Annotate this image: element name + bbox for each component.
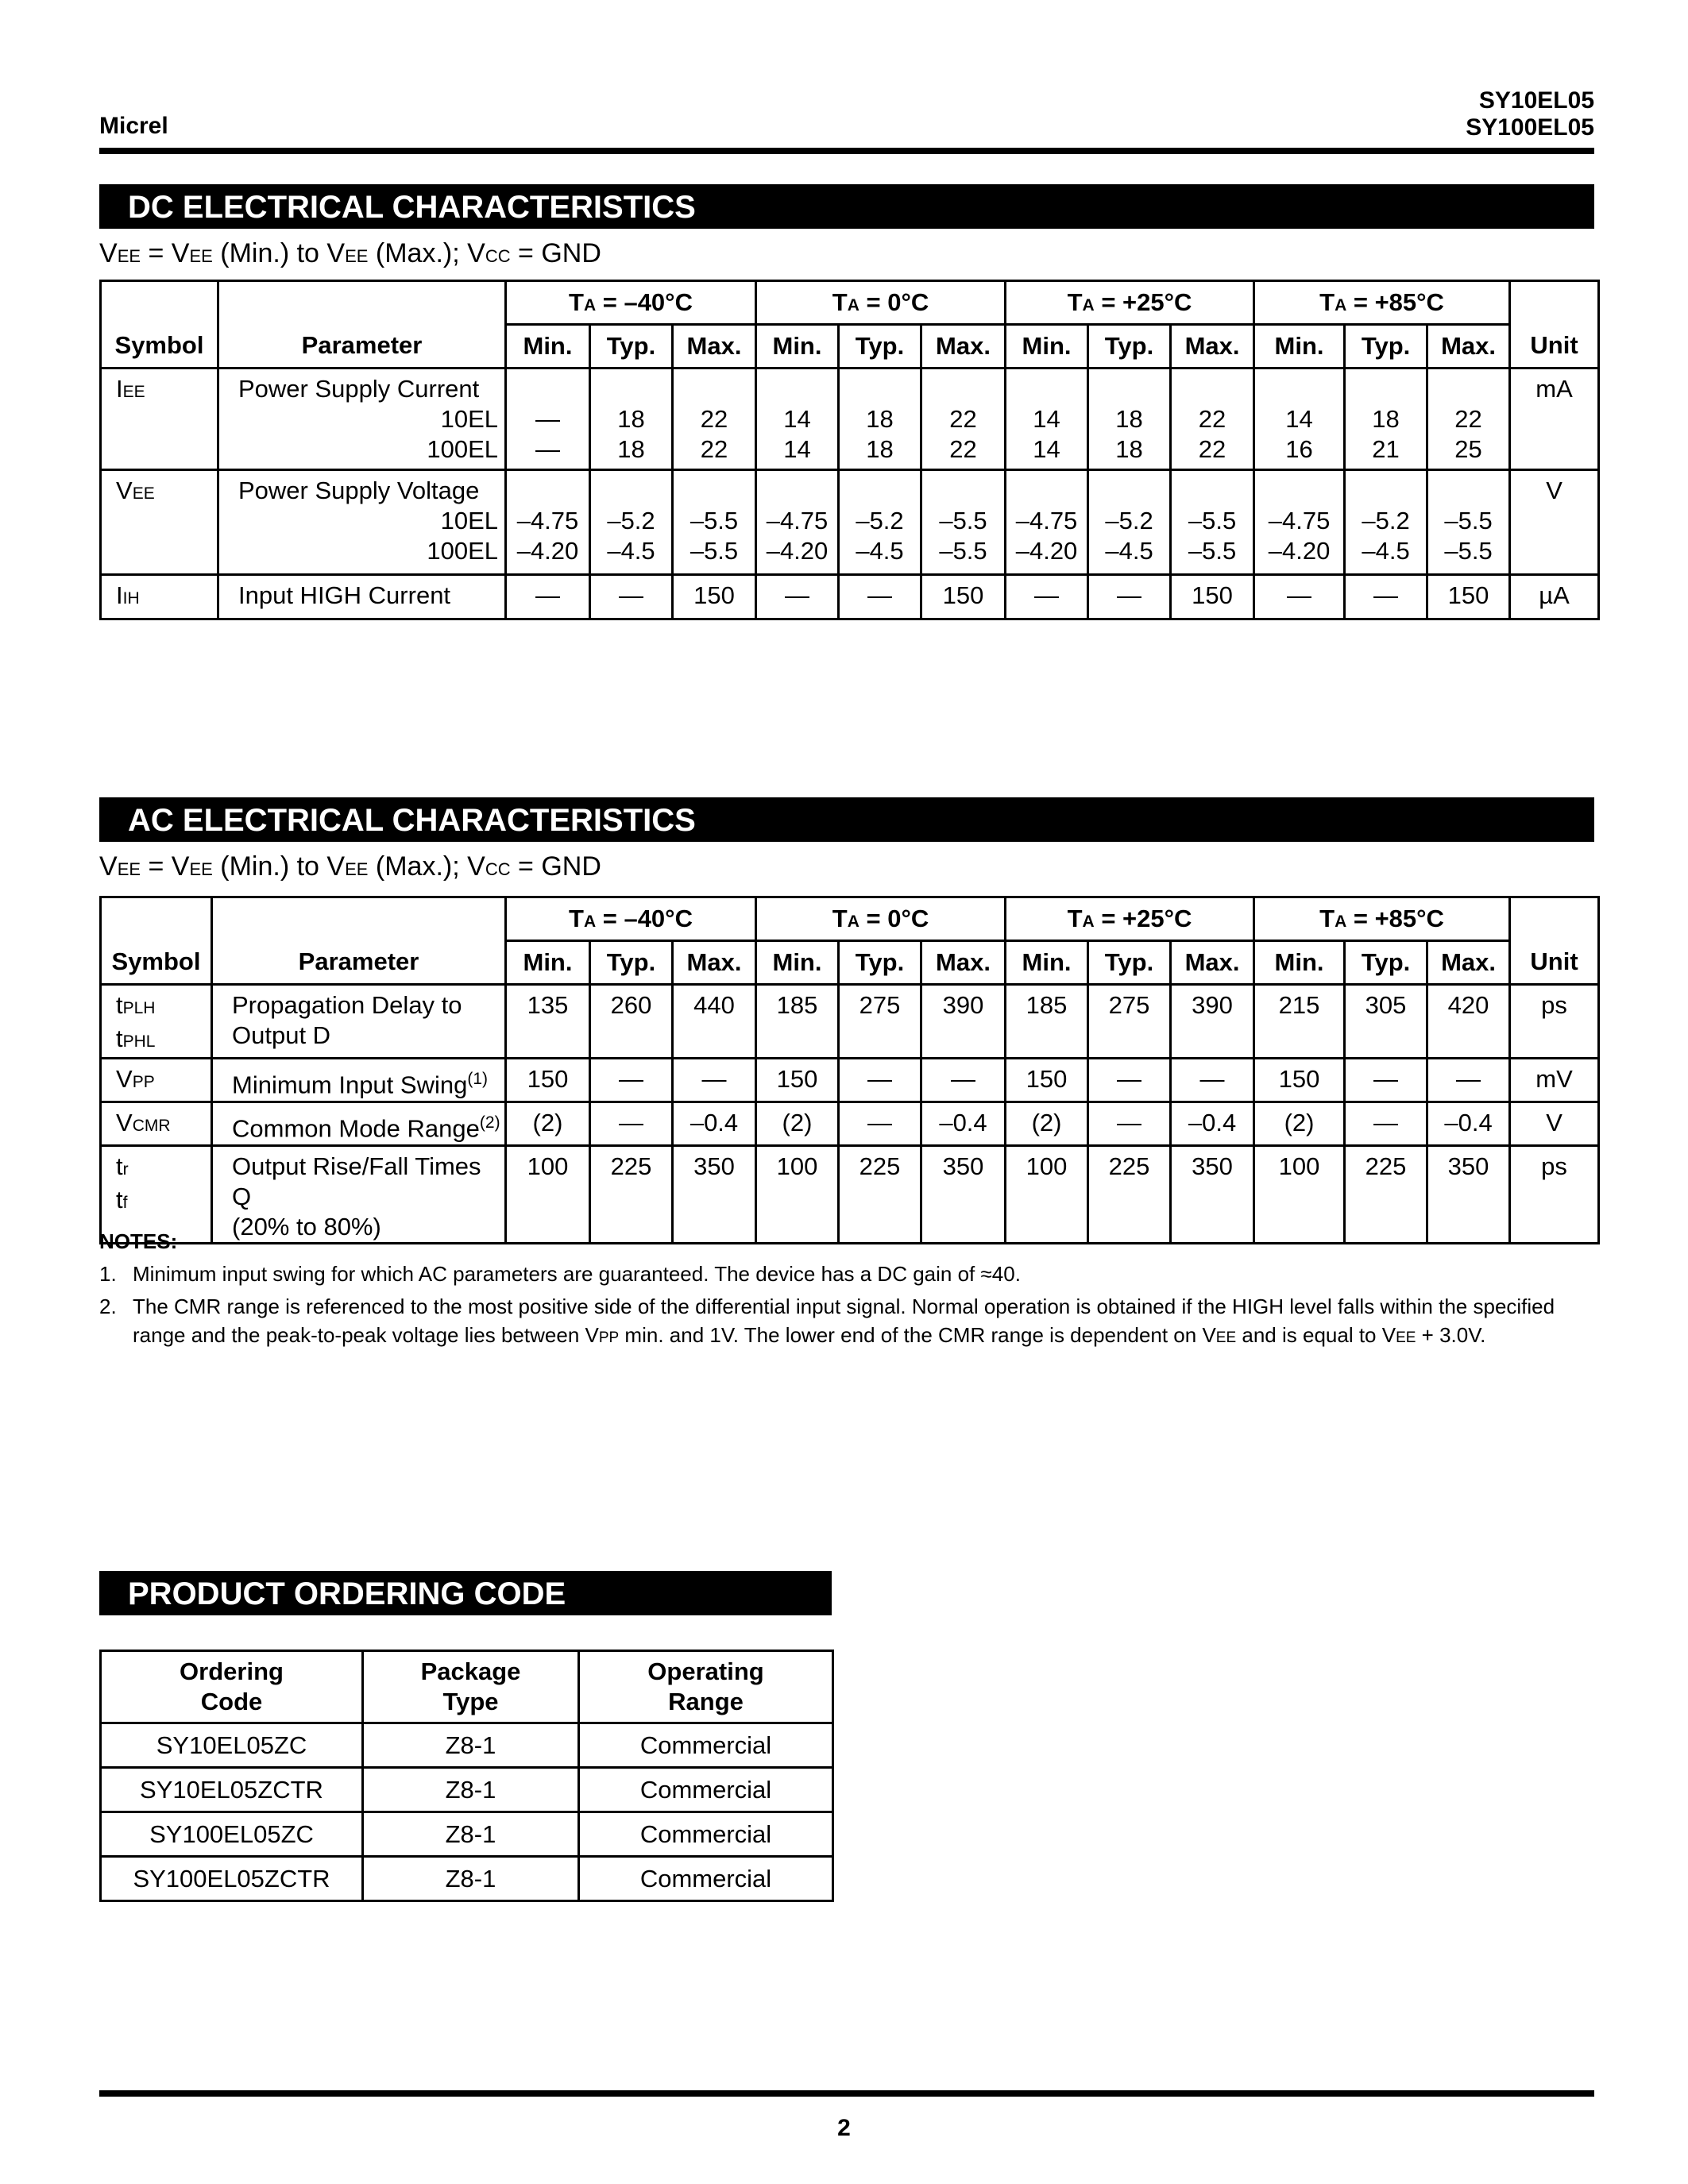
col-max: Max. bbox=[1171, 941, 1254, 985]
ordering-code: SY10EL05ZCTR bbox=[101, 1768, 363, 1812]
note-1: 1. Minimum input swing for which AC parameters are guaranteed. The device has a DC gain of ≈40. bbox=[99, 1262, 1021, 1286]
col-max: Max. bbox=[1171, 325, 1254, 369]
value-cell: — bbox=[506, 575, 590, 619]
part-numbers bbox=[1466, 87, 1594, 141]
package-type: Z8-1 bbox=[363, 1768, 579, 1812]
col-typ: Typ. bbox=[839, 941, 921, 985]
value-cell: 18 18 bbox=[590, 369, 673, 470]
value-cell: –4.75 –4.20 bbox=[1254, 470, 1345, 575]
value-cell: –4.75 –4.20 bbox=[756, 470, 839, 575]
col-max: Max. bbox=[1427, 325, 1510, 369]
col-max: Max. bbox=[1427, 941, 1510, 985]
col-max: Max. bbox=[673, 325, 756, 369]
col-ordering-code: Ordering Code bbox=[101, 1651, 363, 1723]
value-cell: — bbox=[839, 1102, 921, 1146]
value-cell: — bbox=[921, 1059, 1006, 1102]
operating-range: Commercial bbox=[579, 1768, 833, 1812]
value-cell: –5.2 –4.5 bbox=[1088, 470, 1171, 575]
value-cell: 150 bbox=[1171, 575, 1254, 619]
ac-characteristics-table bbox=[99, 896, 1600, 1244]
unit-cell: ps bbox=[1510, 1146, 1599, 1244]
value-cell: (2) bbox=[756, 1102, 839, 1146]
value-cell: 390 bbox=[921, 985, 1006, 1059]
table-row bbox=[101, 1723, 833, 1768]
symbol-cell: IIH bbox=[101, 575, 218, 619]
value-cell: 18 18 bbox=[839, 369, 921, 470]
col-min: Min. bbox=[506, 325, 590, 369]
col-package-type: Package Type bbox=[363, 1651, 579, 1723]
unit-cell: V bbox=[1510, 470, 1599, 575]
col-min: Min. bbox=[756, 941, 839, 985]
parameter-cell: Input HIGH Current bbox=[218, 575, 506, 619]
value-cell: — bbox=[1006, 575, 1088, 619]
col-typ: Typ. bbox=[1345, 941, 1427, 985]
value-cell: 350 bbox=[1427, 1146, 1510, 1244]
value-cell: –0.4 bbox=[673, 1102, 756, 1146]
symbol-cell: tr tf bbox=[101, 1146, 212, 1244]
value-cell: 440 bbox=[673, 985, 756, 1059]
company-name: Micrel bbox=[99, 113, 168, 139]
col-parameter: Parameter bbox=[218, 325, 506, 369]
unit-cell: mV bbox=[1510, 1059, 1599, 1102]
table-row bbox=[101, 470, 1599, 575]
footer-rule bbox=[99, 2090, 1594, 2097]
value-cell: — bbox=[839, 575, 921, 619]
value-cell: 14 14 bbox=[1006, 369, 1088, 470]
value-cell: 150 bbox=[1427, 575, 1510, 619]
package-type: Z8-1 bbox=[363, 1723, 579, 1768]
ordering-code: SY100EL05ZCTR bbox=[101, 1857, 363, 1901]
value-cell: 150 bbox=[1006, 1059, 1088, 1102]
value-cell: 225 bbox=[1088, 1146, 1171, 1244]
col-parameter: Parameter bbox=[212, 941, 506, 985]
value-cell: 22 25 bbox=[1427, 369, 1510, 470]
col-max: Max. bbox=[921, 325, 1006, 369]
unit-cell: µA bbox=[1510, 575, 1599, 619]
value-cell: — bbox=[1345, 575, 1427, 619]
package-type: Z8-1 bbox=[363, 1812, 579, 1857]
value-cell: — bbox=[1088, 575, 1171, 619]
col-symbol: Symbol bbox=[101, 325, 218, 369]
dc-conditions: VEE = VEE (Min.) to VEE (Max.); VCC = GND bbox=[99, 238, 601, 268]
parameter-cell: Propagation Delay to Output D bbox=[212, 985, 506, 1059]
value-cell: 14 16 bbox=[1254, 369, 1345, 470]
value-cell: 22 22 bbox=[921, 369, 1006, 470]
unit-cell: mA bbox=[1510, 369, 1599, 470]
temp-header-0: TA = 0°C bbox=[756, 281, 1006, 325]
table-row bbox=[101, 1059, 1599, 1102]
table-row bbox=[101, 1812, 833, 1857]
ordering-code: SY10EL05ZC bbox=[101, 1723, 363, 1768]
col-typ: Typ. bbox=[1345, 325, 1427, 369]
value-cell: 350 bbox=[1171, 1146, 1254, 1244]
ac-section-banner: AC ELECTRICAL CHARACTERISTICS bbox=[99, 797, 1594, 842]
col-min: Min. bbox=[506, 941, 590, 985]
table-row bbox=[101, 1146, 1599, 1244]
value-cell: — bbox=[673, 1059, 756, 1102]
symbol-cell: IEE bbox=[101, 369, 218, 470]
value-cell: –4.75 –4.20 bbox=[1006, 470, 1088, 575]
value-cell: 275 bbox=[839, 985, 921, 1059]
table-row bbox=[101, 985, 1599, 1059]
value-cell: — bbox=[590, 1102, 673, 1146]
value-cell: 275 bbox=[1088, 985, 1171, 1059]
value-cell: 14 14 bbox=[756, 369, 839, 470]
value-cell: 150 bbox=[756, 1059, 839, 1102]
temp-header-m40: TA = –40°C bbox=[506, 897, 756, 941]
value-cell: 100 bbox=[1006, 1146, 1088, 1244]
value-cell: 225 bbox=[1345, 1146, 1427, 1244]
value-cell: — bbox=[1171, 1059, 1254, 1102]
operating-range: Commercial bbox=[579, 1723, 833, 1768]
note-2: 2. The CMR range is referenced to the most positive side of the differential input signal. Normal operation is obtained if the HIGH level falls within the specified range and the peak-to-peak voltage lies between VPP min. and 1V. The lower end of the CMR range is dependent on VEE and is equal to VEE + 3.0V. bbox=[99, 1295, 1555, 1347]
table-row bbox=[101, 575, 1599, 619]
value-cell: 22 22 bbox=[1171, 369, 1254, 470]
table-row bbox=[101, 1102, 1599, 1146]
col-min: Min. bbox=[1006, 941, 1088, 985]
table-row bbox=[101, 1768, 833, 1812]
value-cell: 215 bbox=[1254, 985, 1345, 1059]
value-cell: — bbox=[1088, 1059, 1171, 1102]
symbol-cell: VCMR bbox=[101, 1102, 212, 1146]
value-cell: –5.5 –5.5 bbox=[921, 470, 1006, 575]
ordering-section-banner: PRODUCT ORDERING CODE bbox=[99, 1571, 832, 1615]
col-min: Min. bbox=[1254, 325, 1345, 369]
value-cell: — bbox=[590, 1059, 673, 1102]
operating-range: Commercial bbox=[579, 1857, 833, 1901]
notes-heading: NOTES: bbox=[99, 1229, 178, 1253]
col-typ: Typ. bbox=[590, 325, 673, 369]
col-operating-range: Operating Range bbox=[579, 1651, 833, 1723]
value-cell: — — bbox=[506, 369, 590, 470]
parameter-cell: Common Mode Range$^{(2)}$ bbox=[212, 1102, 506, 1146]
value-cell: 150 bbox=[673, 575, 756, 619]
unit-cell: ps bbox=[1510, 985, 1599, 1059]
value-cell: 18 21 bbox=[1345, 369, 1427, 470]
value-cell: 100 bbox=[756, 1146, 839, 1244]
col-typ: Typ. bbox=[590, 941, 673, 985]
symbol-cell: tPLH tPHL bbox=[101, 985, 212, 1059]
table-row bbox=[101, 369, 1599, 470]
value-cell: –0.4 bbox=[1427, 1102, 1510, 1146]
value-cell: 350 bbox=[921, 1146, 1006, 1244]
ordering-table bbox=[99, 1650, 834, 1902]
temp-header-0: TA = 0°C bbox=[756, 897, 1006, 941]
value-cell: –5.5 –5.5 bbox=[673, 470, 756, 575]
value-cell: –4.75 –4.20 bbox=[506, 470, 590, 575]
value-cell: 22 22 bbox=[673, 369, 756, 470]
page-number: 2 bbox=[837, 2115, 851, 2141]
value-cell: –0.4 bbox=[1171, 1102, 1254, 1146]
value-cell: — bbox=[1345, 1102, 1427, 1146]
value-cell: — bbox=[1254, 575, 1345, 619]
value-cell: (2) bbox=[1254, 1102, 1345, 1146]
value-cell: –5.5 –5.5 bbox=[1171, 470, 1254, 575]
package-type: Z8-1 bbox=[363, 1857, 579, 1901]
ordering-code: SY100EL05ZC bbox=[101, 1812, 363, 1857]
table-row bbox=[101, 1857, 833, 1901]
parameter-cell: Minimum Input Swing$^{(1)}$ bbox=[212, 1059, 506, 1102]
value-cell: — bbox=[1088, 1102, 1171, 1146]
value-cell: 225 bbox=[839, 1146, 921, 1244]
col-min: Min. bbox=[1006, 325, 1088, 369]
value-cell: 100 bbox=[1254, 1146, 1345, 1244]
temp-header-m40: TA = –40°C bbox=[506, 281, 756, 325]
parameter-cell: Output Rise/Fall Times Q (20% to 80%) bbox=[212, 1146, 506, 1244]
value-cell: 150 bbox=[1254, 1059, 1345, 1102]
value-cell: 420 bbox=[1427, 985, 1510, 1059]
col-min: Min. bbox=[756, 325, 839, 369]
value-cell: 225 bbox=[590, 1146, 673, 1244]
value-cell: –5.2 –4.5 bbox=[1345, 470, 1427, 575]
temp-header-85: TA = +85°C bbox=[1254, 281, 1510, 325]
col-max: Max. bbox=[921, 941, 1006, 985]
unit-cell: V bbox=[1510, 1102, 1599, 1146]
value-cell: 100 bbox=[506, 1146, 590, 1244]
value-cell: 260 bbox=[590, 985, 673, 1059]
col-min: Min. bbox=[1254, 941, 1345, 985]
col-typ: Typ. bbox=[1088, 941, 1171, 985]
value-cell: –0.4 bbox=[921, 1102, 1006, 1146]
value-cell: 305 bbox=[1345, 985, 1427, 1059]
temp-header-25: TA = +25°C bbox=[1006, 897, 1254, 941]
value-cell: (2) bbox=[506, 1102, 590, 1146]
part-number-2: SY100EL05 bbox=[1466, 114, 1594, 141]
operating-range: Commercial bbox=[579, 1812, 833, 1857]
symbol-cell: VPP bbox=[101, 1059, 212, 1102]
value-cell: — bbox=[1427, 1059, 1510, 1102]
temp-header-25: TA = +25°C bbox=[1006, 281, 1254, 325]
value-cell: –5.5 –5.5 bbox=[1427, 470, 1510, 575]
value-cell: (2) bbox=[1006, 1102, 1088, 1146]
symbol-cell: VEE bbox=[101, 470, 218, 575]
value-cell: — bbox=[590, 575, 673, 619]
col-unit: Unit bbox=[1510, 325, 1599, 369]
value-cell: 150 bbox=[921, 575, 1006, 619]
value-cell: — bbox=[1345, 1059, 1427, 1102]
value-cell: 185 bbox=[756, 985, 839, 1059]
col-symbol: Symbol bbox=[101, 941, 212, 985]
value-cell: 18 18 bbox=[1088, 369, 1171, 470]
value-cell: — bbox=[839, 1059, 921, 1102]
parameter-cell: Power Supply Voltage 10EL 100EL bbox=[218, 470, 506, 575]
col-max: Max. bbox=[673, 941, 756, 985]
value-cell: 390 bbox=[1171, 985, 1254, 1059]
value-cell: — bbox=[756, 575, 839, 619]
value-cell: –5.2 –4.5 bbox=[839, 470, 921, 575]
dc-characteristics-table bbox=[99, 280, 1600, 620]
header-rule bbox=[99, 148, 1594, 154]
value-cell: 150 bbox=[506, 1059, 590, 1102]
part-number-1: SY10EL05 bbox=[1478, 87, 1594, 114]
value-cell: 185 bbox=[1006, 985, 1088, 1059]
parameter-cell: Power Supply Current 10EL 100EL bbox=[218, 369, 506, 470]
col-unit: Unit bbox=[1510, 941, 1599, 985]
ac-conditions: VEE = VEE (Min.) to VEE (Max.); VCC = GND bbox=[99, 851, 601, 882]
col-typ: Typ. bbox=[839, 325, 921, 369]
value-cell: 135 bbox=[506, 985, 590, 1059]
value-cell: –5.2 –4.5 bbox=[590, 470, 673, 575]
col-typ: Typ. bbox=[1088, 325, 1171, 369]
temp-header-85: TA = +85°C bbox=[1254, 897, 1510, 941]
dc-section-banner: DC ELECTRICAL CHARACTERISTICS bbox=[99, 184, 1594, 229]
value-cell: 350 bbox=[673, 1146, 756, 1244]
